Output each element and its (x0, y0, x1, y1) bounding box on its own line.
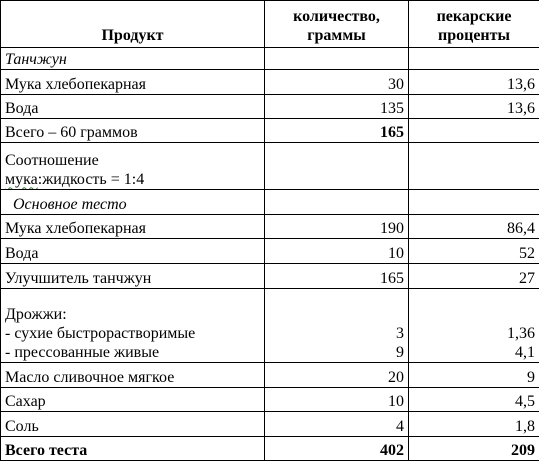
qty-cell (265, 47, 409, 69)
table-row (1, 239, 539, 263)
total-qty: 402 (265, 436, 409, 460)
qty-cell (265, 288, 409, 362)
yeast-title: Дрожжи: (5, 306, 67, 324)
product-cell: Масло сливочное мягкое (1, 363, 265, 387)
table-row (1, 119, 539, 143)
total-pct: 209 (409, 436, 539, 460)
total-label: Всего теста (1, 436, 265, 460)
qty-cell: 190 (265, 214, 409, 238)
ratio-label-line1: Соотношение (5, 152, 99, 170)
table-row (1, 412, 539, 436)
qty-cell: 165 (265, 263, 409, 288)
table-row (1, 263, 539, 288)
product-cell (1, 288, 265, 362)
qty-cell: 165 (265, 119, 409, 143)
pct-cell: 1,8 (409, 412, 539, 436)
qty-cell (265, 190, 409, 214)
qty-cell: 135 (265, 94, 409, 118)
table-row (1, 363, 539, 387)
pct-cell: 52 (409, 239, 539, 263)
product-cell: Мука хлебопекарная (1, 214, 265, 238)
product-cell: Соль (1, 412, 265, 436)
pct-cell (409, 190, 539, 214)
product-cell: Вода (1, 94, 265, 118)
table-row (1, 214, 539, 238)
qty-cell: 10 (265, 239, 409, 263)
pct-dry-yeast: 1,36 (507, 325, 535, 343)
header-quantity: количество, граммы (265, 1, 409, 48)
pct-cell (409, 119, 539, 143)
qty-cell: 10 (265, 387, 409, 411)
qty-cell: 4 (265, 412, 409, 436)
total-row (1, 436, 539, 460)
pct-cell: 9 (409, 363, 539, 387)
product-cell: Сахар (1, 387, 265, 411)
yeast-fresh: - прессованные живые (5, 344, 160, 362)
header-row (1, 1, 539, 48)
table-row (1, 70, 539, 94)
qty-fresh-yeast: 9 (396, 344, 404, 362)
table-row (1, 94, 539, 118)
pct-cell: 13,6 (409, 94, 539, 118)
table-row (1, 288, 539, 362)
pct-cell: 86,4 (409, 214, 539, 238)
qty-cell: 20 (265, 363, 409, 387)
section-row-main-dough (1, 190, 539, 214)
header-baker-percent: пекарские проценты (409, 1, 539, 48)
pct-cell: 13,6 (409, 70, 539, 94)
product-cell: Мука хлебопекарная (1, 70, 265, 94)
header-product: Продукт (1, 1, 265, 48)
pct-cell (409, 47, 539, 69)
pct-cell (409, 143, 539, 190)
pct-cell (409, 288, 539, 362)
yeast-dry: - сухие быстрорастворимые (5, 325, 196, 343)
qty-cell: 30 (265, 70, 409, 94)
pct-cell: 27 (409, 263, 539, 288)
pct-cell: 4,5 (409, 387, 539, 411)
section-title: Основное тесто (1, 190, 265, 214)
pct-fresh-yeast: 4,1 (515, 344, 535, 362)
section-row-tangzhong (1, 47, 539, 69)
product-cell: Всего – 60 граммов (1, 119, 265, 143)
section-title: Танчжун (1, 47, 265, 69)
product-cell: Улучшитель танчжун (1, 263, 265, 288)
table-row (1, 143, 539, 190)
ratio-label-line2: мука:жидкость = 1:4 (5, 171, 145, 189)
table-row (1, 387, 539, 411)
product-cell (1, 143, 265, 190)
qty-dry-yeast: 3 (396, 325, 404, 343)
product-cell: Вода (1, 239, 265, 263)
qty-cell (265, 143, 409, 190)
